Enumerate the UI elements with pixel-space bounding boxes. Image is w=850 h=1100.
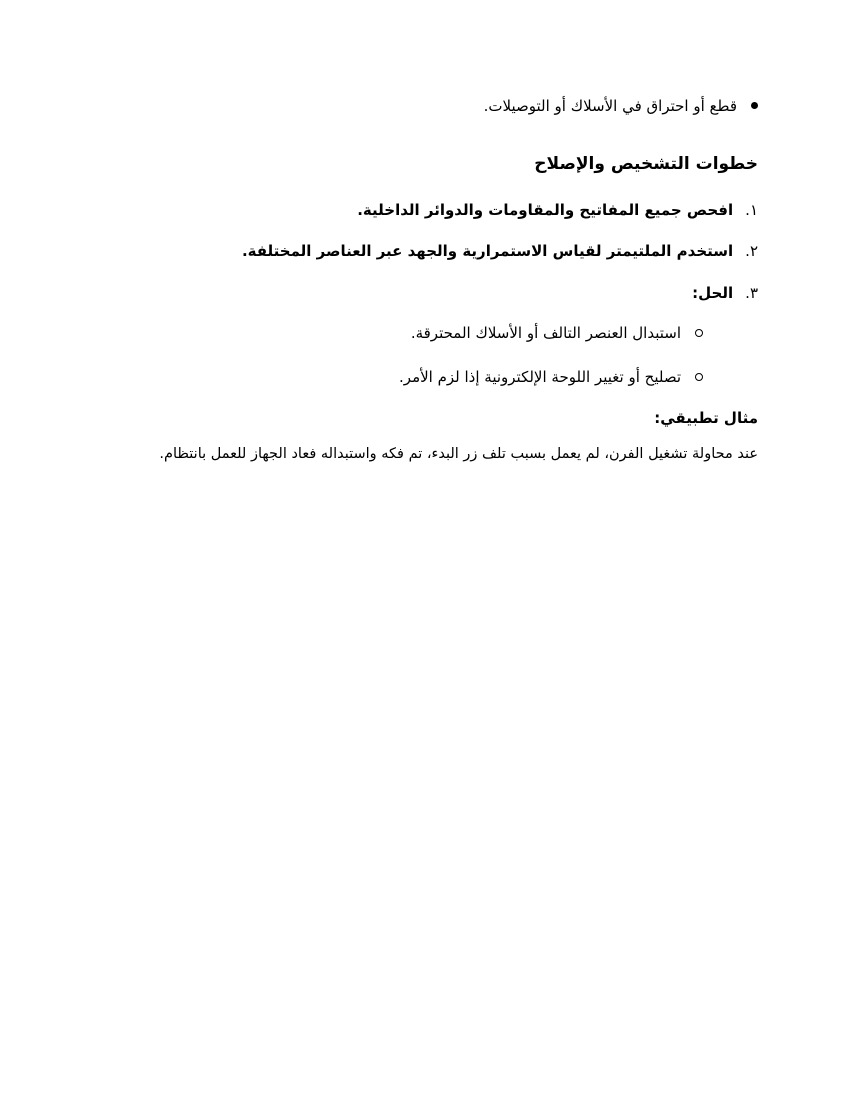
- section-heading: خطوات التشخيص والإصلاح: [534, 154, 758, 174]
- sub-list-item: [411, 323, 703, 343]
- ordered-list-item: [692, 283, 758, 303]
- list-number: ١.: [745, 201, 758, 219]
- list-item-text: الحل:: [692, 284, 734, 302]
- circle-bullet-icon: [695, 373, 703, 381]
- ordered-list-item: [242, 241, 758, 261]
- example-title: مثال تطبيقي:: [654, 409, 758, 427]
- ordered-list-item: [357, 200, 758, 220]
- bullet-icon: [751, 102, 758, 109]
- list-number: ٣.: [745, 284, 758, 302]
- list-item-text: استخدم الملتيمتر لقياس الاستمرارية والجهد عبر العناصر المختلفة.: [241, 242, 734, 260]
- list-number: ٢.: [745, 242, 758, 260]
- example-paragraph: عند محاولة تشغيل الفرن، لم يعمل بسبب تلف زر البدء، تم فكه واستبداله فعاد الجهاز للعمل بانتظام.: [159, 446, 758, 462]
- list-item-text: افحص جميع المفاتيح والمقاومات والدوائر الداخلية.: [357, 201, 734, 219]
- circle-bullet-icon: [695, 329, 703, 337]
- bullet-text: قطع أو احتراق في الأسلاك أو التوصيلات.: [483, 97, 737, 115]
- sub-list-item-text: تصليح أو تغيير اللوحة الإلكترونية إذا لزم الأمر.: [399, 368, 681, 386]
- sub-list-item-text: استبدال العنصر التالف أو الأسلاك المحترقة.: [410, 324, 681, 342]
- bullet-list-item: [484, 96, 758, 116]
- sub-list-item: [399, 367, 703, 387]
